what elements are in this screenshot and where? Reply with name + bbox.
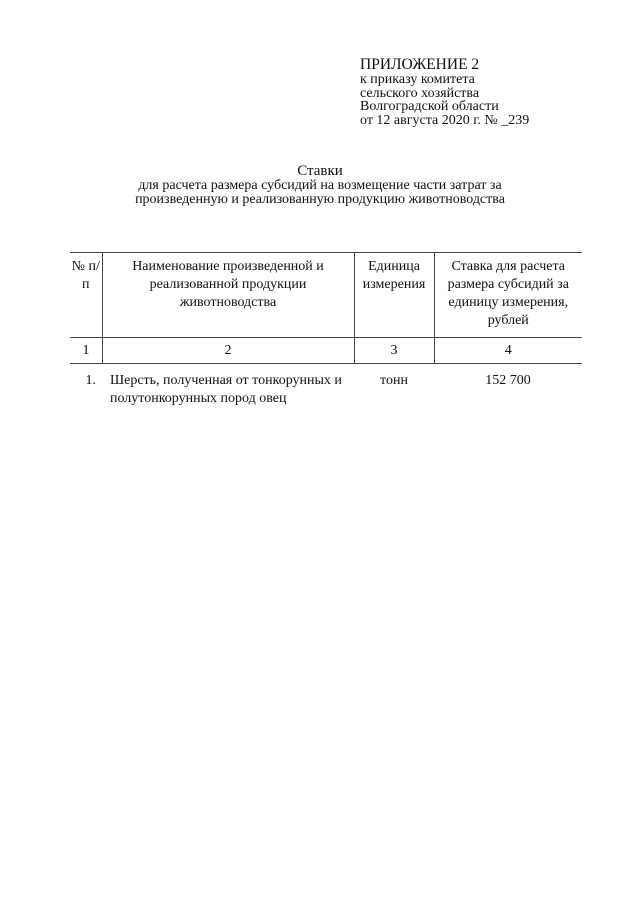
column-number: 4 — [434, 338, 582, 364]
table-header-row — [70, 253, 582, 338]
header-unit — [354, 253, 434, 338]
row-rate: 152 700 — [485, 373, 531, 388]
header-num — [70, 253, 102, 338]
column-numbers-row — [70, 338, 582, 364]
row-unit: тонн — [380, 373, 408, 388]
appendix-line: Волгоградской области — [360, 99, 499, 114]
header-name-label: Наименование произведенной и реализованной продукции животноводства — [132, 259, 324, 310]
column-number: 1 — [70, 338, 102, 364]
appendix-title: ПРИЛОЖЕНИЕ 2 — [360, 56, 480, 73]
header-num-label: № п/п — [71, 259, 100, 292]
appendix-line: к приказу комитета — [360, 72, 475, 87]
appendix-line: от 12 августа 2020 г. № _239 — [360, 112, 530, 128]
heading-title: Ставки — [297, 163, 343, 179]
appendix-line: сельского хозяйства — [360, 85, 480, 101]
header-unit-label: Единица измерения — [362, 259, 426, 292]
table-row — [70, 364, 582, 409]
header-rate-label: Ставка для расчета размера субсидий за единицу измерения, рублей — [447, 259, 569, 328]
appendix-block — [360, 57, 620, 127]
column-number: 2 — [102, 338, 354, 364]
header-name — [102, 253, 354, 338]
document-heading — [0, 163, 640, 207]
header-rate — [434, 253, 582, 338]
row-num: 1. — [85, 373, 96, 388]
heading-line: для расчета размера субсидий на возмещение части затрат за — [138, 178, 502, 193]
heading-line: произведенную и реализованную продукцию животноводства — [135, 192, 505, 207]
column-number: 3 — [354, 338, 434, 364]
row-name: Шерсть, полученная от тонкорунных и полутонкорунных пород овец — [110, 373, 342, 406]
rates-table — [70, 252, 582, 408]
